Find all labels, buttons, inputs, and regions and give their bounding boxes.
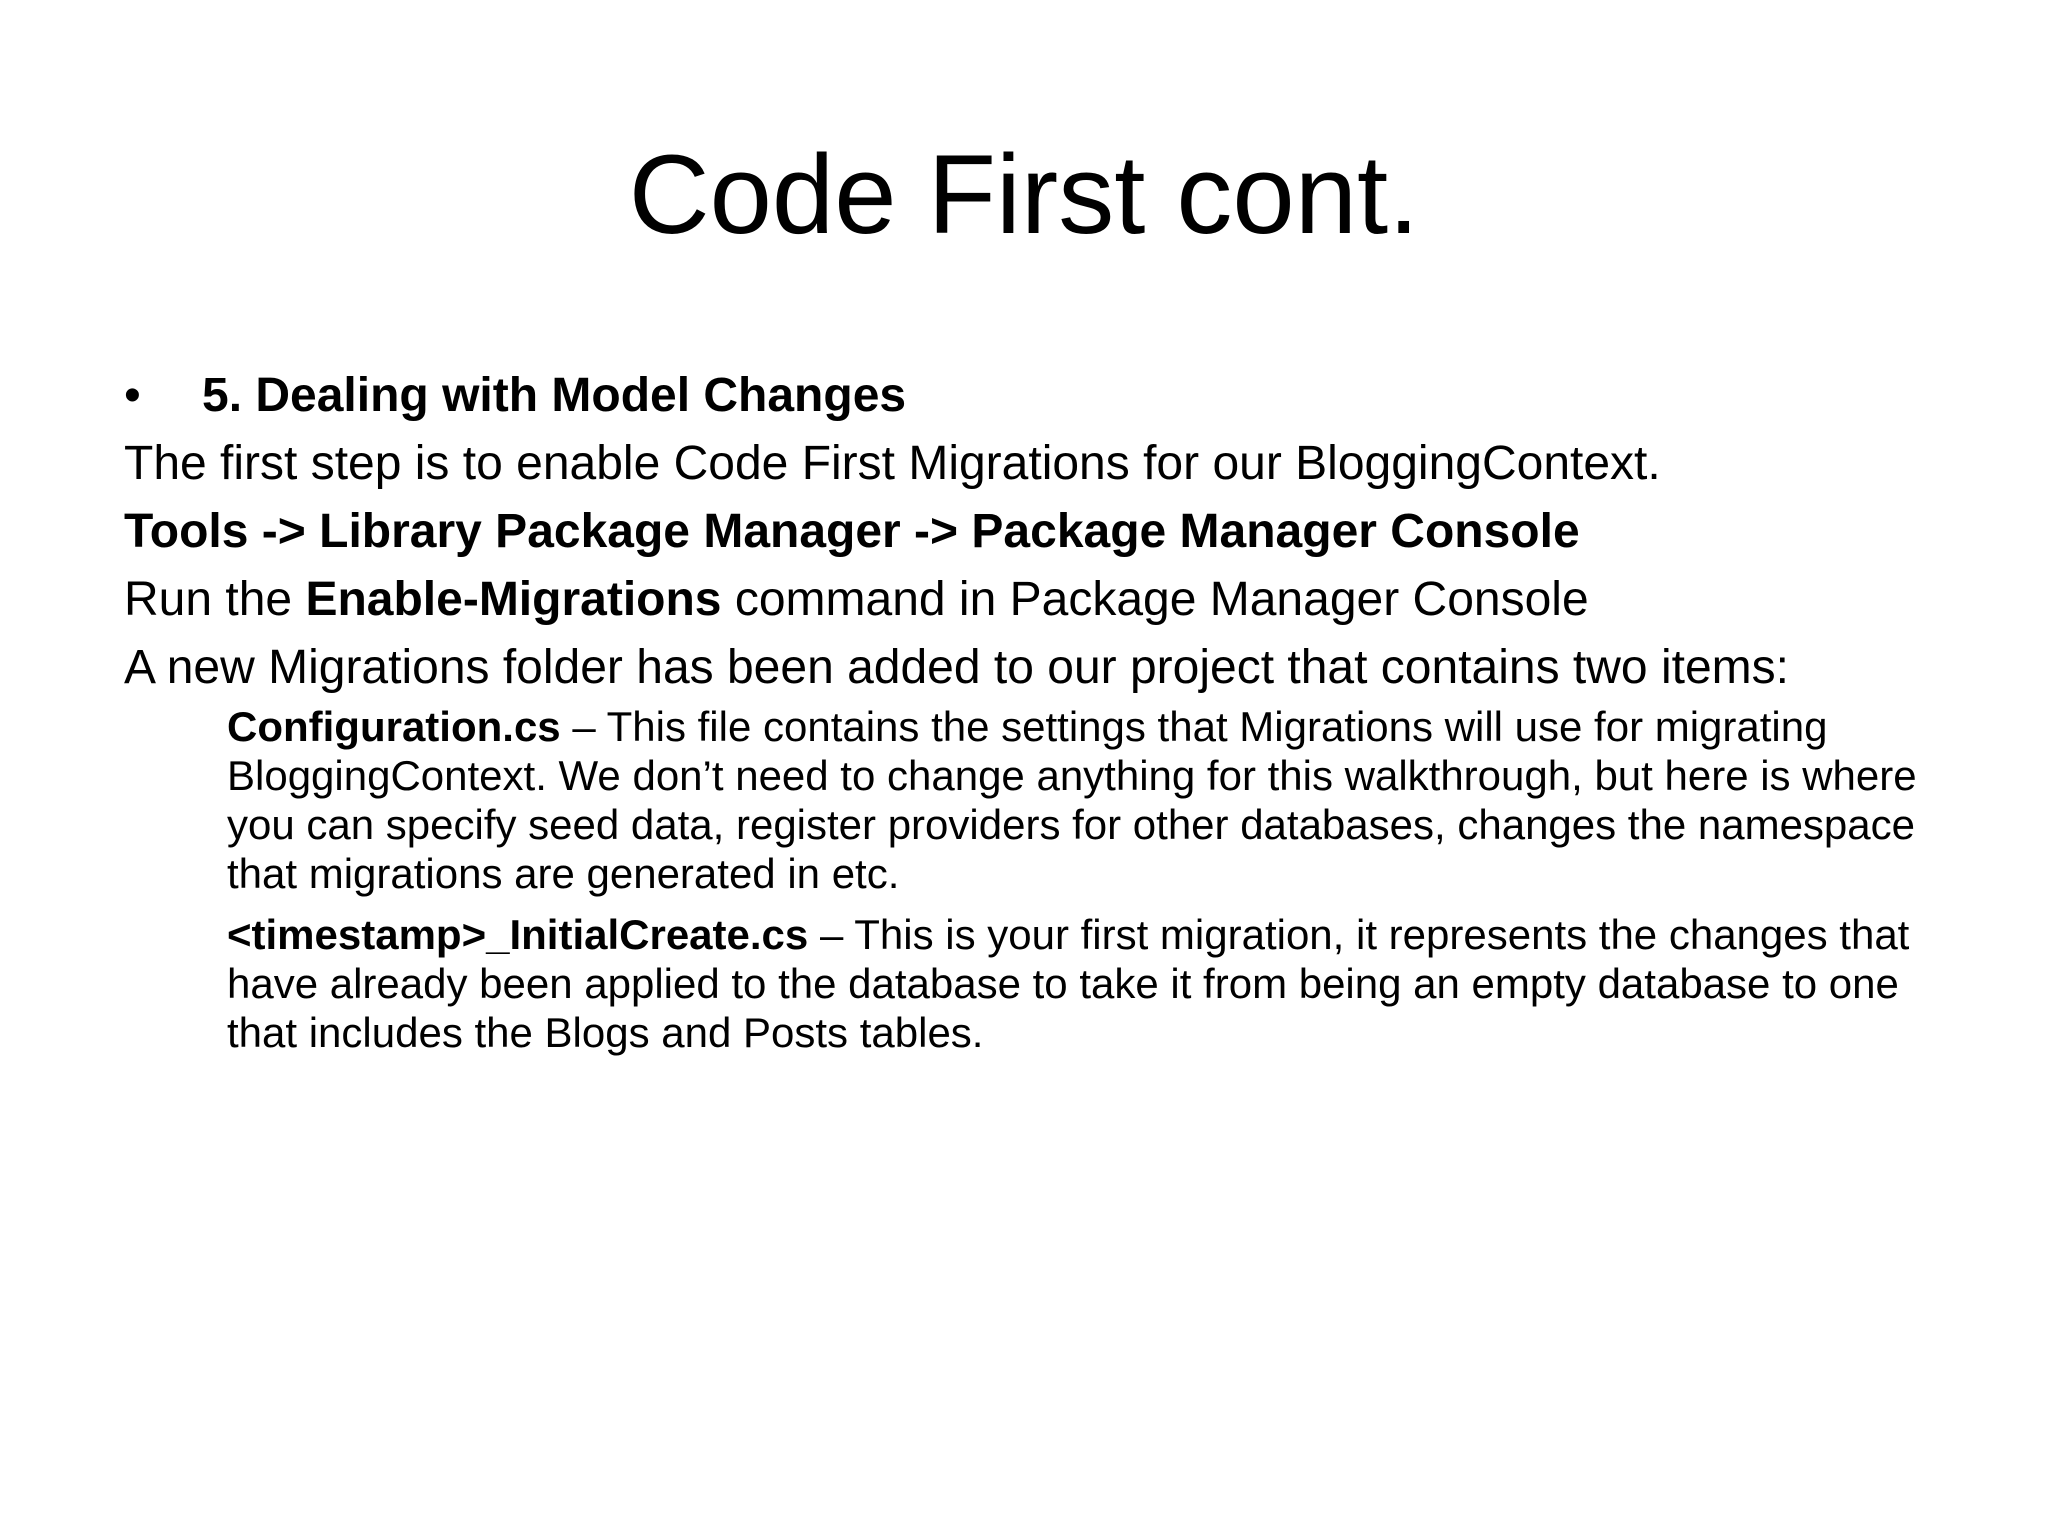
slide-title: Code First cont. [628, 132, 1420, 257]
menu-path-line: Tools -> Library Package Manager -> Package Manager Console [124, 505, 1580, 558]
sub-item-description: – This is your first migration, it represents the changes that have already been applied to the database to take it from being an empty database to one that includes the Blogs and Posts tables. [227, 911, 1910, 1056]
run-suffix: command in Package Manager Console [721, 573, 1589, 626]
bullet-symbol: • [124, 369, 141, 422]
sub-item-term: <timestamp>_InitialCreate.cs [227, 911, 809, 958]
sub-item-initial-create [227, 910, 1947, 1057]
run-command-line [124, 566, 1944, 634]
sub-item-description: – This file contains the settings that Migrations will use for migrating BloggingContext. We don’t need to change anything for this walkthrough, but here is where you can specify seed data, register providers for other databases, changes the namespace that migrations are generated in etc. [227, 703, 1917, 897]
run-command: Enable-Migrations [305, 573, 722, 626]
intro-line: The first step is to enable Code First Migrations for our BloggingContext. [124, 437, 1661, 490]
sub-item-term: Configuration.cs [227, 703, 561, 750]
bullet-heading [124, 362, 1944, 430]
folder-note-line: A new Migrations folder has been added to our project that contains two items: [124, 641, 1789, 694]
run-prefix: Run the [124, 573, 306, 626]
bullet-heading-text: 5. Dealing with Model Changes [202, 369, 907, 422]
sub-item-configuration [227, 702, 1947, 898]
slide-body [124, 362, 1944, 1069]
